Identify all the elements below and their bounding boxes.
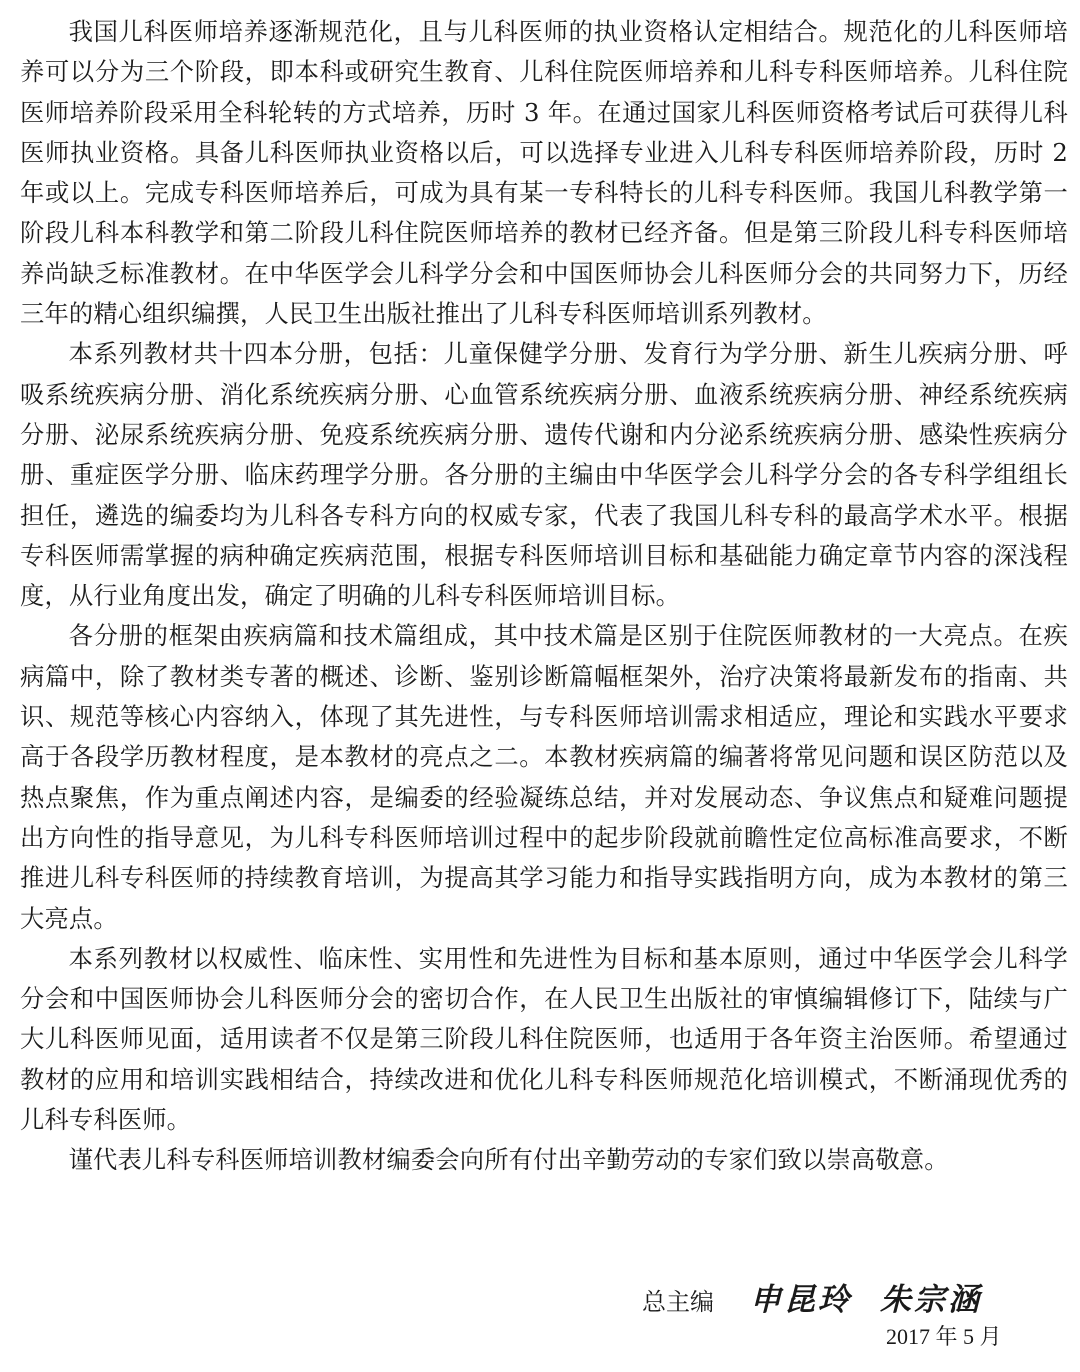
editor-name-2: 朱宗涵 — [880, 1282, 982, 1318]
signature-block — [20, 1280, 1068, 1324]
editor-name-1: 申昆玲 — [750, 1282, 852, 1318]
preface-page — [20, 12, 1068, 1318]
signature-date: 2017 年 5 月 — [886, 1324, 1002, 1349]
chief-editor-names — [750, 1280, 982, 1320]
paragraph-1: 我国儿科医师培养逐渐规范化，且与儿科医师的执业资格认定相结合。规范化的儿科医师培养可以分为三个阶段，即本科或研究生教育、儿科住院医师培养和儿科专科医师培养。儿科住院医师培养阶段采用全科轮转的方式培养，历时 3 年。在通过国家儿科医师资格考试后可获得儿科医师执业资格。具备儿科医师执业资格以后，可以选择专业进入儿科专科医师培养阶段，历时 2 年或以上。完成专科医师培养后，可成为具有某一专科特长的儿科专科医师。我国儿科教学第一阶段儿科本科教学和第二阶段儿科住院医师培养的教材已经齐备。但是第三阶段儿科专科医师培养尚缺乏标准教材。在中华医学会儿科学分会和中国医师协会儿科医师分会的共同努力下，历经三年的精心组织编撰，人民卫生出版社推出了儿科专科医师培训系列教材。 — [20, 17, 1068, 329]
paragraph-2: 本系列教材共十四本分册，包括：儿童保健学分册、发育行为学分册、新生儿疾病分册、呼吸系统疾病分册、消化系统疾病分册、心血管系统疾病分册、血液系统疾病分册、神经系统疾病分册、泌尿系统疾病分册、免疫系统疾病分册、遗传代谢和内分泌系统疾病分册、感染性疾病分册、重症医学分册、临床药理学分册。各分册的主编由中华医学会儿科学分会的各专科学组组长担任，遴选的编委均为儿科各专科方向的权威专家，代表了我国儿科专科的最高学术水平。根据专科医师需掌握的病种确定疾病范围，根据专科医师培训目标和基础能力确定章节内容的深浅程度，从行业角度出发，确定了明确的儿科专科医师培训目标。 — [20, 339, 1068, 611]
paragraph-3: 各分册的框架由疾病篇和技术篇组成，其中技术篇是区别于住院医师教材的一大亮点。在疾病篇中，除了教材类专著的概述、诊断、鉴别诊断篇幅框架外，治疗决策将最新发布的指南、共识、规范等核心内容纳入，体现了其先进性，与专科医师培训需求相适应，理论和实践水平要求高于各段学历教材程度，是本教材的亮点之二。本教材疾病篇的编著将常见问题和误区防范以及热点聚焦，作为重点阐述内容，是编委的经验凝练总结，并对发展动态、争议焦点和疑难问题提出方向性的指导意见，为儿科专科医师培训过程中的起步阶段就前瞻性定位高标准高要求，不断推进儿科专科医师的持续教育培训，为提高其学习能力和指导实践指明方向，成为本教材的第三大亮点。 — [20, 621, 1068, 933]
chief-editor-label: 总主编 — [642, 1288, 714, 1316]
paragraph-4: 本系列教材以权威性、临床性、实用性和先进性为目标和基本原则，通过中华医学会儿科学分会和中国医师协会儿科医师分会的密切合作，在人民卫生出版社的审慎编辑修订下，陆续与广大儿科医师见面，适用读者不仅是第三阶段儿科住院医师，也适用于各年资主治医师。希望通过教材的应用和培训实践相结合，持续改进和优化儿科专科医师规范化培训模式，不断涌现优秀的儿科专科医师。 — [20, 943, 1068, 1135]
paragraph-5: 谨代表儿科专科医师培训教材编委会向所有付出辛勤劳动的专家们致以崇高敬意。 — [68, 1145, 949, 1175]
